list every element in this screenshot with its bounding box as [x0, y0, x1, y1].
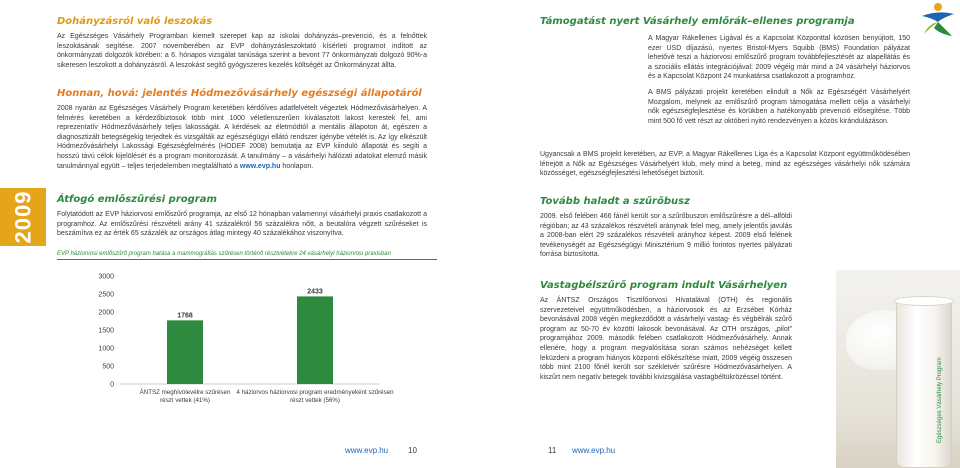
- year-label: 2009: [10, 190, 36, 244]
- section-screening-bus: [540, 196, 792, 260]
- body-text-end: honlapon.: [280, 162, 314, 170]
- evp-logo-icon: [918, 2, 958, 38]
- section-body: Az ÁNTSZ Országos Tisztifőorvosi Hivatalával (OTH) és regionális szervezeteivel együttműködésben, a háziorvosok és az Erzsébet Kórház bevonásával 2008 végén megkezdődött a vásárhelyi vastag- és végbélrák szűrő program az 50-70 év közötti lakosok bevonásával. Az OTH országos, „pilot” programjához 2009. második felében csatlakozott Hódmezővásárhely. Annak ellenére, hogy a program megvalósítása soran számos nehézséget kellett leküzdeni a program hiányos központi előkészítése miatt, 2009 végéig összesen több mint 2100 főnél került sor székletvér szűrésre Hódmezővásárhelyen. A kiszűrt nem negatív betegek további kivizsgálása vastagbéltükrözéssel történt.: [540, 297, 792, 381]
- chart-bar: [297, 296, 333, 384]
- section-title: Támogatást nyert Vásárhely emlőrák–ellenes programja: [540, 16, 855, 27]
- page-number-right: 11: [548, 446, 557, 455]
- section-body: [57, 104, 427, 171]
- category-label: 4 háziorvos háziorvosi program eredményeként szűrésen: [236, 389, 394, 396]
- footer-url-right[interactable]: www.evp.hu: [572, 446, 616, 455]
- footer-url-left[interactable]: www.evp.hu: [345, 446, 389, 455]
- section-bms-grant: [540, 16, 910, 32]
- year-band: [0, 0, 46, 468]
- section-health-report: [57, 88, 427, 171]
- section-body: Folytatódott az EVP háziorvosi emlőszűrő programja, az első 12 hónapban valamennyi vásárhelyi praxis csatlakozott a programhoz. Az emlőszűrési részvételi arány 41 százalékról 56 százalékra nőtt, a beutalóra végzett szűréseket is beszámítva ez az érték 65 százalék az országos átlag mintegy 40 százalékához viszonyítva.: [57, 211, 427, 238]
- page-number-left: 10: [408, 446, 417, 455]
- category-label: ÁNTSZ meghívólevélre szűrésen: [139, 389, 231, 396]
- section-body: 2009. első felében 466 fánél került sor a szűrőbuszon emlőszűrésre a dél–alföldi régióban; az 43 százalékos részvételi aránynak felel meg, amely jelentős javulás a 2008-ban elért 29 százalékos részvételi arányhoz képest. 2009 első felének tevékenységét az Egészségügyi Minisztérium 9 millió forintos nyertes pályázati forrása biztosította.: [540, 213, 792, 259]
- section-title: Tovább haladt a szűrőbusz: [540, 196, 690, 207]
- y-tick-label: 1000: [98, 345, 114, 353]
- category-label: részt vettek (56%): [290, 397, 340, 404]
- bar-data-label: 1768: [177, 312, 193, 320]
- section-title: Átfogó emlőszűrési program: [57, 194, 217, 205]
- section-body-3: Ugyancsak a BMS projekt keretében, az EVP, a Magyar Rákellenes Liga és a Kapcsolat Központ együttműködésében létrejött a Nők az Egészséges Vásárhelyért klub, mely mind a beteg, mind az egészséges vásárhelyi nők számára közösséget, egészségfejlesztési lehetőséget biztosít.: [540, 151, 910, 178]
- y-tick-label: 0: [110, 381, 114, 389]
- section-body: Az Egészséges Vásárhely Programban kiemelt szerepet kap az iskolai dohányzás–prevenció, és a felnőttek leszokásának segítése. 2007 novemberében az EVP dohányzásleszoktató kísérleti programot indított az önkormányzati dolgozók körében: a 6. hónapos vizsgálat tanúsága szerint a bevont 77 önkormányzati dolgozó 90%-a sikeresen leszokott a dohányzásról. A leszokást segítő gyógyszeres kezelés költségét az Önkormányzat állta.: [57, 33, 427, 69]
- section-body-2: A BMS pályázati projekt keretében elindult a Nők az Egészségért Vásárhelyért Mozgalom, melynek az emlőszűrő program támogatása mellett célja a vásárhelyi nők egészségfejlesztése és körükben a hatékonyabb prevenció elősegítése. Több mint 500 fő vett részt az októberi nyitó rendezvényen a kózös kirándulázáson.: [648, 88, 910, 125]
- section-title: Honnan, hová: jelentés Hódmezővásárhely egészségi állapotáról: [57, 88, 422, 99]
- bar-data-label: 2433: [307, 288, 323, 296]
- year-tab: [0, 188, 46, 246]
- section-bms-body: [648, 34, 910, 126]
- chart-bar: [167, 320, 203, 384]
- section-title: Vastagbélszűrő program indult Vásárhelyen: [540, 280, 788, 291]
- y-tick-label: 3000: [98, 273, 114, 281]
- y-tick-label: 1500: [98, 327, 114, 335]
- section-smoking: [57, 16, 427, 70]
- vertical-caption-text: Egészséges Vásárhely Program: [937, 357, 943, 443]
- section-title: Dohányzásról való leszokás: [57, 16, 213, 27]
- chart-title: EVP háziorvosi emlőszűrő program hatása a mammográfiás szűrésen történő résztvétekre 24 vásárhelyi háziorvosi praxisban: [57, 251, 437, 260]
- y-tick-label: 2000: [98, 309, 114, 317]
- section-colon-screening: [540, 280, 792, 382]
- category-label: részt vettek (41%): [160, 397, 210, 404]
- evp-link[interactable]: www.evp.hu: [239, 162, 281, 170]
- section-bms-club: [540, 150, 910, 179]
- body-text: 2008 nyarán az Egészséges Vásárhely Program keretében kérdőíves adatfelvételt végeztek Hódmezővásárhelyen. A felmérés keretében a kérdezőbiztosok több mint 1000 véletlenszerűen kiválasztott lakost kerestek fel, ami reprezentatív Hódmezővásárhely teljes lakosságát. A kérdések az életmódtól a mentális állapoton át, egészen a diagnosztizált betegségekig terjedtek és vizsgálták az egészségügyi ellátó rendszer igénybe vételét is. Az így elkészült Hódmezővásárhelyi Lakossági Egészségfelmérés (HODEF 2008) bemutatja az EVP kiinduló állapotát és segíti a hosszú távú célok kijelölését és a program monitorozását. A tanulmány – a vásárhelyi hálózati adatokat elemző másik tanulmánnyal együtt – teljes terjedelemben megtalálható a: [57, 105, 427, 170]
- bar-chart: [80, 268, 430, 418]
- section-body: A Magyar Rákellenes Ligával és a Kapcsolat Központtal közösen benyújtott, 150 ezer USD díjazású, nyertes Bristol-Myers Squibb (BMS) Foundation pályázat lehetővé teszi a háziorvosi emlőszűrő program továbbfejlesztését az alapellátás és a szociális ellátás integrációjával: 2009 végéig már mind a 24 vásárhelyi háziorvos és a Kapcsolat Központ 24 munkatársa csatlakozott a programhoz.: [648, 35, 910, 81]
- section-screening: [57, 194, 427, 239]
- y-tick-label: 2500: [98, 291, 114, 299]
- y-tick-label: 500: [102, 363, 114, 371]
- vertical-caption: [930, 300, 950, 460]
